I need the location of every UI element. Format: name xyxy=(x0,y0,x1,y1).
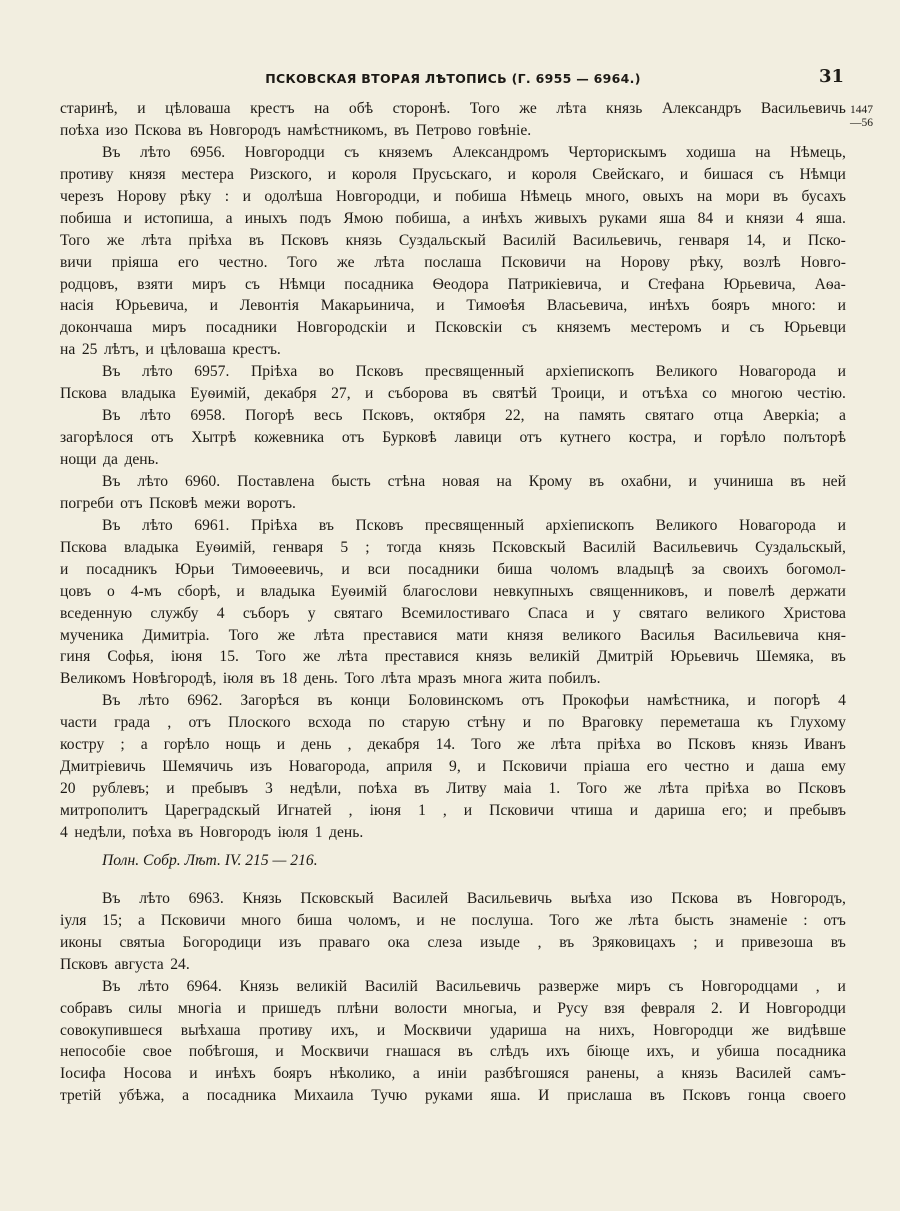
text-line: погреби отъ Псковѣ межи воротъ. xyxy=(60,494,296,512)
text-line: Въ лѣто 6963. Князь Псковскый Василей Васильевичь выѣха изо Пскова въ Новгородъ, xyxy=(102,889,846,907)
text-line: Пскова владыка Еуѳимій, декабря 27, и съборова въ святѣй Троици, и отъѣха со многою честію. xyxy=(60,385,846,403)
text-line: 4 недѣли, поѣха въ Новгородъ іюля 1 день. xyxy=(60,823,364,841)
text-line: части града , отъ Плоского всхода по старую стѣну и по Враговку переметаша къ Глухому xyxy=(60,714,846,732)
margin-year-range xyxy=(850,104,873,130)
text-line: 20 рублевъ; и пребывъ 3 недѣли, поѣха въ Литву маіа 1. Того же лѣта пріѣха во Псковъ xyxy=(60,780,846,798)
text-line: собравъ силы многіа и пришедъ плѣни волости многыа, и Русу взя февраля 2. И Новгородци xyxy=(60,999,846,1017)
text-line: Въ лѣто 6961. Пріѣха въ Псковъ пресвященный архіепископъ Великого Новагорода и xyxy=(102,516,846,534)
text-line: іуля 15; а Псковичи много биша чоломъ, и не послуша. Того же лѣта бысть знаменіе : отъ xyxy=(60,911,846,929)
text-line: Псковъ августа 24. xyxy=(60,955,190,973)
page-header xyxy=(60,66,846,92)
chronicle-text xyxy=(60,98,846,1107)
text-line: родцовъ, взяти миръ съ Нѣмци посадника Ѳеодора Патрикіевича, и Стефана Юрьевича, Аѳа- xyxy=(60,275,846,293)
text-line: Великомъ Новѣгородѣ, іюля въ 18 день. Того лѣта мразъ многа жита побилъ. xyxy=(60,670,601,688)
text-line: непособіе свое побѣгошя, и Москвичи гнашася въ слѣдъ ихъ біюще ихъ, и убиша посадника xyxy=(60,1043,846,1061)
text-line: митрополитъ Цареградскый Игнатей , іюня 1 , и Псковичи чтиша и дариша его; и пребывъ xyxy=(60,802,846,819)
text-line: и посадникъ Юрьи Тимоѳеевичь, и вси посадники биша чоломъ владыцѣ за своихъ богомол- xyxy=(60,560,846,578)
chronicle-block-part-2 xyxy=(60,888,846,1107)
margin-year-bottom: —56 xyxy=(850,117,873,129)
text-line: побиша и истопиша, а иныхъ подъ Ямою побиша, а инѣхъ живыхъ руками яша 84 и князи 4 яша. xyxy=(60,209,846,227)
text-line: Дмитріевичь Шемячичь изъ Новагорода, априля 9, и Псковичи пріаша его честно и даша ему xyxy=(60,758,846,776)
text-line: Пскова владыка Еуѳимій, генваря 5 ; тогда князь Псковскый Василій Васильевичь Суздальскый, xyxy=(60,538,846,556)
text-line: Того же лѣта пріѣха въ Псковъ князь Суздальскый Василій Васильевичь, генваря 14, и Пско- xyxy=(60,231,846,249)
text-line: Въ лѣто 6964. Князь великій Василій Васильевичь разверже миръ съ Новгородцами , и xyxy=(102,977,846,995)
text-line: Въ лѣто 6960. Поставлена бысть стѣна новая на Крому въ охабни, и учиниша въ ней xyxy=(102,472,846,490)
text-line: иконы святыа Богородици изъ праваго ока слеза изыде , въ Зряковицахъ ; и привезоша въ xyxy=(60,933,846,951)
text-line: костру ; а горѣло нощь и день , декабря 14. Того же лѣта пріѣха во Псковъ князь Иванъ xyxy=(60,736,846,754)
text-line: мученика Димитріа. Того же лѣта преставися мати князя великого Василья Васильевича кня- xyxy=(60,626,846,644)
text-line: загорѣлося отъ Хытрѣ кожевника отъ Бурковѣ лавици отъ кутнего костра, и горѣло полъторѣ xyxy=(60,429,846,447)
text-line: поѣха изо Пскова въ Новгородъ намѣстникомъ, въ Петрово говѣніе. xyxy=(60,121,532,139)
text-line: цовъ о 4-мъ сборѣ, и владыка Еуѳимій благослови невкупныхъ священниковъ, и повелѣ держати xyxy=(60,582,846,600)
text-line: Іосифа Носова и инѣхъ бояръ нѣколико, а иніи разбѣгошяся ранены, а князь Василей самъ- xyxy=(60,1065,846,1083)
text-line: черезъ Норову рѣку : и одолѣша Новгородци, и побиша Нѣмець много, овыхъ на мори въ бусахъ xyxy=(60,187,846,205)
text-line: совокупившеся выѣхаша противу ихъ, и Москвичи удариша на нихъ, Новгородци же видѣвше xyxy=(60,1021,846,1039)
text-line: на 25 лѣтъ, и цѣловаша крестъ. xyxy=(60,341,281,359)
text-line: Въ лѣто 6958. Погорѣ весь Псковъ, октября 22, на память святаго отца Аверкіа; а xyxy=(102,407,846,425)
text-line: Въ лѣто 6962. Загорѣся въ конци Боловинскомъ отъ Прокофьи намѣстника, и погорѣ 4 xyxy=(102,692,846,710)
text-line: старинѣ, и цѣловаша крестъ на обѣ сторонѣ. Того же лѣта князь Александръ Васильевичь xyxy=(60,100,846,117)
text-line: вичи пріяша его честно. Того же лѣта послаша Псковичи на Норову рѣку, возлѣ Новго- xyxy=(60,253,846,271)
text-line: Въ лѣто 6956. Новгородци съ княземъ Александромъ Черторискымъ ходиша на Нѣмець, xyxy=(102,143,846,161)
running-title: ПСКОВСКАЯ ВТОРАЯ ЛѢТОПИСЬ (Г. 6955 — 6964.) xyxy=(265,71,641,86)
text-line: нощи да день. xyxy=(60,451,159,468)
margin-year-top: 1447 xyxy=(850,104,873,116)
page-number: 31 xyxy=(818,66,844,87)
text-line: насія Юрьевича, и Левонтія Макарьинича, и Тимоѳѣя Власьевича, инѣхъ бояръ много: и xyxy=(60,297,846,315)
text-line: гиня Софья, іюня 15. Того же лѣта преставися князь великій Дмитрій Юрьевичь Шемяка, въ xyxy=(60,648,846,666)
chronicle-block-part-1 xyxy=(60,98,846,844)
text-line: третій убѣжа, а посадника Михаила Тучю руками яша. И прислаша въ Псковъ гонца своего xyxy=(60,1087,846,1105)
text-line: Въ лѣто 6957. Пріѣха во Псковъ пресвященный архіепископъ Великого Новагорода и xyxy=(102,363,846,381)
text-line: докончаша миръ посадники Новгородскіи и Псковскіи съ княземъ местеромъ и съ Юрьевци xyxy=(60,319,846,337)
text-line: противу князя местера Ризского, и короля Прусьскаго, и короля Свейскаго, и бишася съ Нѣмци xyxy=(60,165,846,183)
source-citation: Полн. Собр. Лѣт. IV. 215 — 216. xyxy=(102,851,318,869)
section-gap xyxy=(60,878,846,888)
text-line: вседенную службу 4 съборъ у святаго Всемилостиваго Спаса и у святаго великого Христова xyxy=(60,604,846,622)
